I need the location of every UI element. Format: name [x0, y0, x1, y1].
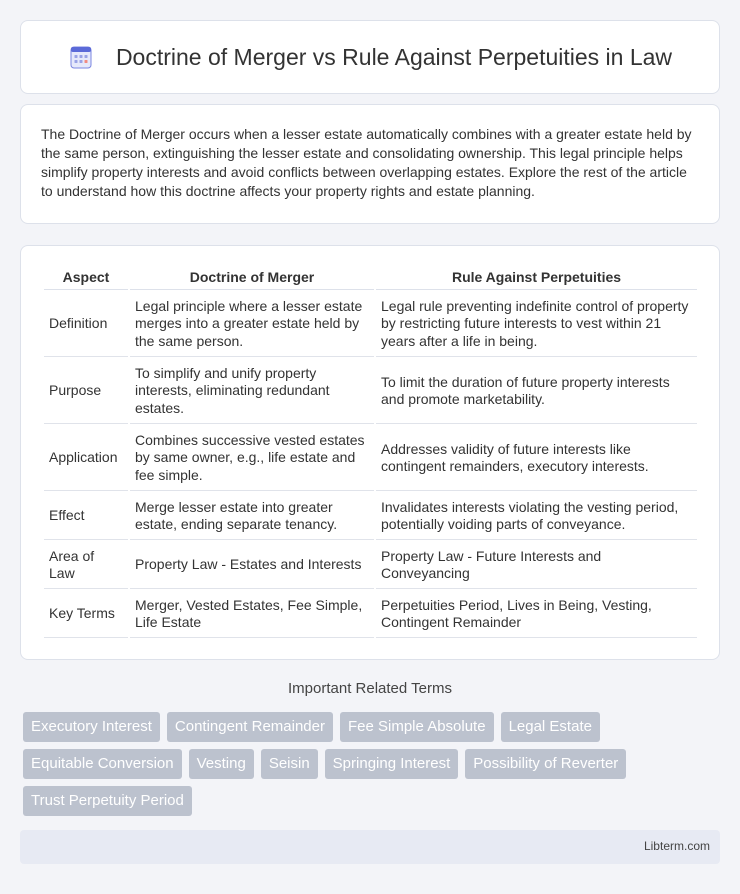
tag-vesting[interactable]: Vesting: [189, 749, 254, 779]
table-row: [44, 591, 697, 638]
row-perpetuities: To limit the duration of future property interests and promote marketability.: [376, 359, 697, 424]
table-row: [44, 292, 697, 357]
header-card: [20, 20, 720, 94]
row-merger: Merge lesser estate into greater estate, ending separate tenancy.: [130, 493, 374, 540]
row-perpetuities: Invalidates interests violating the vesting period, potentially voiding parts of conveyance.: [376, 493, 697, 540]
comparison-table-card: [20, 245, 720, 660]
tag-legal-estate[interactable]: Legal Estate: [501, 712, 600, 742]
tag-contingent-remainder[interactable]: Contingent Remainder: [167, 712, 333, 742]
comparison-table: [42, 264, 699, 640]
row-aspect: Effect: [44, 493, 128, 540]
row-perpetuities: Legal rule preventing indefinite control of property by restricting future interests to vest within 21 years after a life in being.: [376, 292, 697, 357]
page-title: Doctrine of Merger vs Rule Against Perpetuities in Law: [115, 43, 673, 70]
tag-equitable-conversion[interactable]: Equitable Conversion: [23, 749, 182, 779]
row-merger: To simplify and unify property interests, eliminating redundant estates.: [130, 359, 374, 424]
table-row: [44, 542, 697, 589]
table-row: [44, 493, 697, 540]
footer: [20, 830, 720, 864]
row-merger: Property Law - Estates and Interests: [130, 542, 374, 589]
row-merger: Combines successive vested estates by same owner, e.g., life estate and fee simple.: [130, 426, 374, 491]
row-aspect: Key Terms: [44, 591, 128, 638]
row-aspect: Definition: [44, 292, 128, 357]
document-grid-icon: [68, 44, 94, 70]
related-terms-title: Important Related Terms: [288, 680, 452, 697]
row-merger: Merger, Vested Estates, Fee Simple, Life Estate: [130, 591, 374, 638]
header-doctrine-of-merger: Doctrine of Merger: [130, 266, 374, 290]
row-perpetuities: Property Law - Future Interests and Conveyancing: [376, 542, 697, 589]
intro-text: The Doctrine of Merger occurs when a lesser estate automatically combines with a greater estate held by the same person, extinguishing the lesser estate and consolidating ownership. This legal principle helps simplify property interests and avoid conflicts between overlapping estates. Explore the rest of the article to understand how this doctrine affects your property rights and estate planning.: [41, 126, 692, 199]
table-row: [44, 426, 697, 491]
table-header-row: [44, 266, 697, 290]
table-row: [44, 359, 697, 424]
row-aspect: Application: [44, 426, 128, 491]
tag-executory-interest[interactable]: Executory Interest: [23, 712, 160, 742]
tag-seisin[interactable]: Seisin: [261, 749, 318, 779]
row-aspect: Purpose: [44, 359, 128, 424]
tag-springing-interest[interactable]: Springing Interest: [325, 749, 459, 779]
row-aspect: Area of Law: [44, 542, 128, 589]
tag-trust-perpetuity-period[interactable]: Trust Perpetuity Period: [23, 786, 192, 816]
row-perpetuities: Addresses validity of future interests like contingent remainders, executory interests.: [376, 426, 697, 491]
tag-possibility-of-reverter[interactable]: Possibility of Reverter: [465, 749, 626, 779]
tag-fee-simple-absolute[interactable]: Fee Simple Absolute: [340, 712, 494, 742]
header-rule-against-perpetuities: Rule Against Perpetuities: [376, 266, 697, 290]
header-aspect: Aspect: [44, 266, 128, 290]
row-perpetuities: Perpetuities Period, Lives in Being, Vesting, Contingent Remainder: [376, 591, 697, 638]
related-terms-tags: [23, 712, 723, 816]
footer-site-link[interactable]: Libterm.com: [643, 839, 710, 853]
intro-card: [20, 104, 720, 224]
row-merger: Legal principle where a lesser estate merges into a greater estate held by the same person.: [130, 292, 374, 357]
